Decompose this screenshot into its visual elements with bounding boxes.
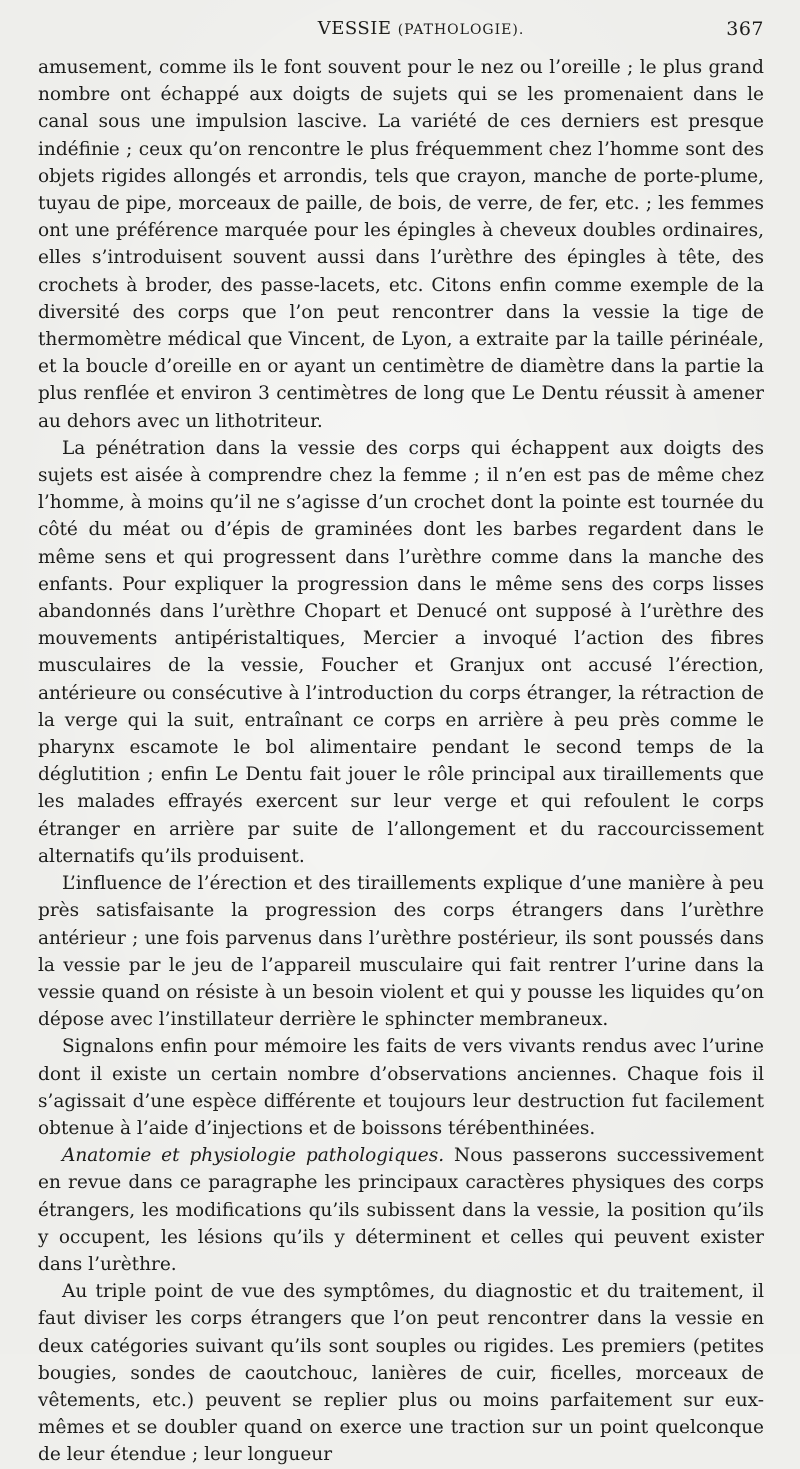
paragraph-anatomy: [38, 1142, 764, 1278]
running-title: [318, 18, 525, 39]
paragraph-continued: amusement, comme ils le font souvent pour le nez ou l’oreille ; le plus grand nombre ont échappé aux doigts de sujets qui se les promenaient dans le canal sous une impulsion lascive. La variété de ces derniers est presque indéfinie ; ceux qu’on rencontre le plus fréquemment chez l’homme sont des objets rigides allongés et arrondis, tels que crayon, manche de porte-plume, tuyau de pipe, morceaux de paille, de bois, de verre, de fer, etc. ; les femmes ont une préférence marquée pour les épingles à cheveux doubles ordinaires, elles s’introduisent souvent aussi dans l’urèthre des épingles à tête, des crochets à broder, des passe-lacets, etc. Citons enfin comme exemple de la diversité des corps que l’on peut rencontrer dans la vessie la tige de thermomètre médical que Vincent, de Lyon, a extraite par la taille périnéale, et la boucle d’oreille en or ayant un centimètre de diamètre dans la partie la plus renflée et environ 3 centimètres de long que Le Dentu réussit à amener au dehors avec un lithotriteur.: [38, 57, 764, 432]
page-number: 367: [726, 18, 764, 40]
paragraph-classification: Au triple point de vue des symptômes, du diagnostic et du traitement, il faut diviser les corps étrangers que l’on peut rencontrer dans la vessie en deux catégories suivant qu’ils sont souples ou rigides. Les premiers (petites bougies, sondes de caoutchouc, lanières de cuir, ficelles, morceaux de vêtements, etc.) peuvent se replier plus ou moins parfaitement sur eux-mêmes et se doubler quand on exerce une traction sur un point quelconque de leur étendue ; leur longueur: [38, 1281, 764, 1466]
paragraph-penetration: La pénétration dans la vessie des corps qui échappent aux doigts des sujets est aisée à comprendre chez la femme ; il n’en est pas de même chez l’homme, à moins qu’il ne s’agisse d’un crochet dont la pointe est tournée du côté du méat ou d’épis de graminées dont les barbes regardent dans le même sens et qui progressent dans l’urèthre comme dans la manche des enfants. Pour expliquer la progression dans le même sens des corps lisses abandonnés dans l’urèthre Chopart et Denucé ont supposé à l’urèthre des mouvements antipéristaltiques, Mercier a invoqué l’action des fibres musculaires de la vessie, Foucher et Granjux ont accusé l’érection, antérieure ou consécutive à l’introduction du corps étranger, la rétraction de la verge qui la suit, entraînant ce corps en arrière à peu près comme le pharynx escamote le bol alimentaire pendant le second temps de la déglutition ; enfin Le Dentu fait jouer le rôle principal aux tiraillements que les malades effrayés exercent sur leur verge et qui refoulent le corps étranger en arrière par suite de l’allongement et du raccourcissement alternatifs qu’ils produisent.: [38, 437, 764, 867]
anatomy-text: Nous passerons successivement en revue dans ce paragraphe les principaux caractères physiques des corps étrangers, les modifications qu’ils subissent dans la vessie, la position qu’ils y occupent, les lésions qu’ils y déterminent et celles qui peuvent exister dans l’urèthre.: [38, 1145, 764, 1275]
paragraph-living-worms: Signalons enfin pour mémoire les faits de vers vivants rendus avec l’urine dont il existe un certain nombre d’observations anciennes. Chaque fois il s’agissait d’une espèce différente et toujours leur destruction fut facilement obtenue à l’aide d’injections et de boissons térébenthinées.: [38, 1036, 764, 1139]
section-heading-anatomy: Anatomie et physiologie pathologiques.: [62, 1145, 445, 1167]
running-title-main: VESSIE: [317, 18, 392, 39]
running-title-subtitle: (PATHOLOGIE).: [397, 22, 525, 38]
running-head: [38, 18, 764, 54]
paragraph-erection-influence: L’influence de l’érection et des tiraillements explique d’une manière à peu près satisfaisante la progression des corps étrangers dans l’urèthre antérieur ; une fois parvenus dans l’urèthre postérieur, ils sont poussés dans la vessie par le jeu de l’appareil musculaire qui fait rentrer l’urine dans la vessie quand on résiste à un besoin violent et qui y pousse les liquides qu’on dépose avec l’instillateur derrière le sphincter membraneux.: [38, 873, 764, 1031]
body-text: [38, 54, 764, 1469]
